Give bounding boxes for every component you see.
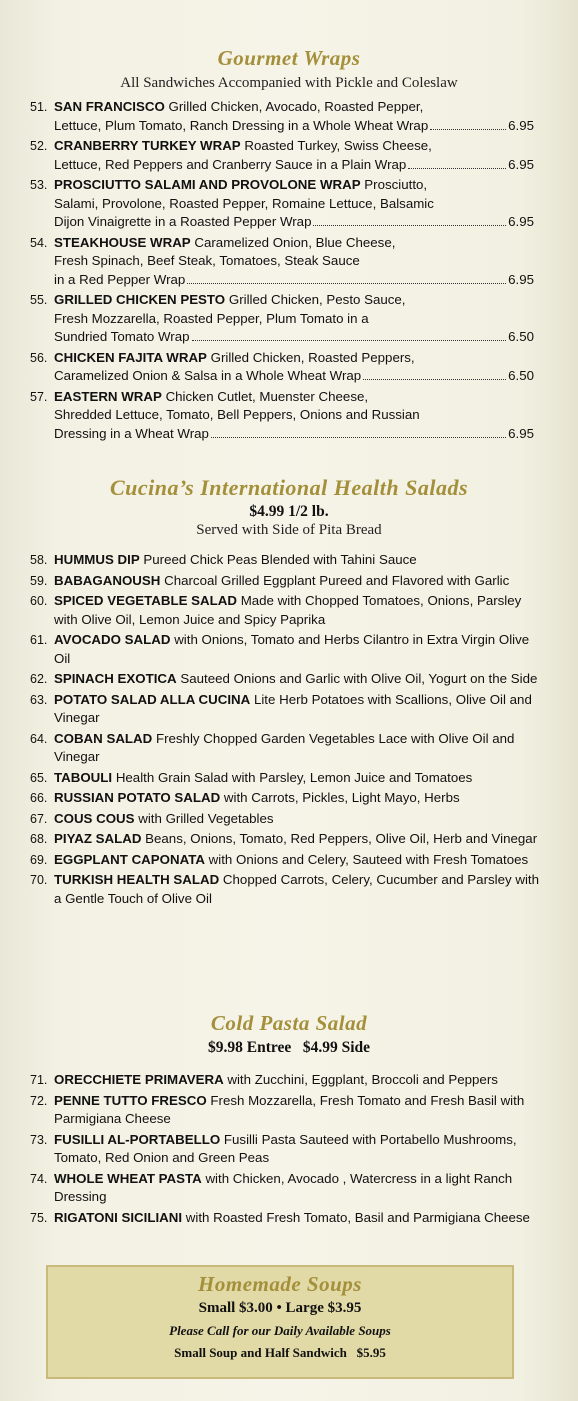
item-number: 61. [30,633,48,647]
item-number: 71. [30,1073,48,1087]
wrap-item [0,234,578,290]
wrap-item [0,176,578,232]
dot-leader [408,168,506,169]
salad-item [0,769,578,788]
item-description: in a Red Pepper Wrap [54,271,186,287]
salad-item [0,691,578,728]
item-description: Sundried Tomato Wrap [54,329,190,344]
item-first-line [54,234,534,253]
item-price-line [54,213,534,232]
item-name: SPICED VEGETABLE SALAD [54,593,237,608]
item-price-line [54,156,534,175]
salads-list [0,551,578,908]
item-price: 6.95 [508,425,534,441]
item-name: RIGATONI SICILIANI [54,1209,183,1225]
salad-item [0,730,578,767]
soups-note: Please Call for our Daily Available Soups [169,1323,391,1338]
item-price-line [54,367,534,386]
item-first-line [54,98,534,117]
item-description: Roasted Turkey, Swiss Cheese, [244,138,432,153]
wraps-subtitle: All Sandwiches Accompanied with Pickle and Coleslaw [120,75,458,91]
item-name: ORECCHIETE PRIMAVERA [54,1072,224,1087]
item-description: Dressing in a Wheat Wrap [54,425,209,441]
dot-leader [430,129,506,130]
salad-item [0,810,578,829]
item-name: COBAN SALAD [54,730,153,746]
item-description: Grilled Chicken, Roasted Peppers, [210,349,415,365]
item-description: Beans, Onions, Tomato, Red Peppers, Olive Oil, Herb and Vinegar [145,831,538,846]
item-number: 51. [30,100,48,114]
soups-box [46,1265,514,1379]
item-name: BABAGANOUSH [54,572,161,588]
wrap-item [0,137,578,174]
pasta-section [0,1011,578,1229]
dot-leader [211,437,506,438]
item-first-line [54,291,534,310]
item-name: PIYAZ SALAD [54,831,142,846]
item-price: 6.95 [508,156,534,172]
item-price-line [54,328,534,347]
item-price: 6.50 [508,368,534,383]
item-number: 54. [30,235,48,250]
pasta-item [0,1170,578,1207]
item-description: Fresh Spinach, Beef Steak, Tomatoes, Steak Sauce [54,253,360,268]
item-name: SPINACH EXOTICA [54,671,177,686]
pasta-item [0,1209,578,1228]
item-number: 66. [30,791,48,805]
item-number: 68. [30,832,48,846]
salad-item [0,871,578,908]
salads-price: $4.99 1/2 lb. [249,503,329,520]
salad-item [0,670,578,689]
pasta-title: Cold Pasta Salad [210,1011,368,1035]
item-name: PENNE TUTTO FRESCO [54,1092,207,1108]
item-description: Pureed Chick Peas Blended with Tahini Sauce [143,552,417,567]
item-price-line [54,271,534,290]
item-description: Lettuce, Plum Tomato, Ranch Dressing in a Whole Wheat Wrap [54,117,429,133]
item-description: with Onions, Tomato and Herbs Cilantro in Extra Virgin Olive Oil [54,632,530,666]
item-description: Freshly Chopped Garden Vegetables Lace with Olive Oil and Vinegar [54,730,515,764]
item-number: 55. [30,293,48,307]
salad-item [0,830,578,849]
salads-subtitle: Served with Side of Pita Bread [196,522,382,538]
item-number: 60. [30,594,48,608]
item-name: RUSSIAN POTATO SALAD [54,790,221,805]
item-first-line [54,349,534,368]
item-description: Fresh Mozzarella, Roasted Pepper, Plum Tomato in a [54,310,369,326]
salad-item [0,631,578,668]
salad-item [0,551,578,570]
item-first-line [54,388,534,407]
item-number: 56. [30,350,48,365]
item-number: 63. [30,692,48,707]
item-description: Made with Chopped Tomatoes, Onions, Parsley with Olive Oil, Lemon Juice and Spicy Paprika [54,593,522,627]
item-number: 53. [30,178,48,192]
item-description: with Zucchini, Eggplant, Broccoli and Peppers [227,1072,498,1087]
item-description: Lite Herb Potatoes with Scallions, Olive Oil and Vinegar [54,691,532,725]
salad-item [0,592,578,629]
item-name: STEAKHOUSE WRAP [54,234,191,250]
item-description: Charcoal Grilled Eggplant Pureed and Flavored with Garlic [164,572,510,588]
wraps-section [0,46,578,445]
item-name: EASTERN WRAP [54,388,162,404]
item-number: 59. [30,573,48,588]
item-number: 69. [30,852,48,867]
item-number: 57. [30,389,48,404]
item-description: Caramelized Onion, Blue Cheese, [194,234,396,250]
item-name: PROSCIUTTO SALAMI AND PROVOLONE WRAP [54,177,361,192]
item-name: CHICKEN FAJITA WRAP [54,349,207,365]
item-name: TABOULI [54,769,113,785]
dot-leader [313,225,506,226]
wraps-title: Gourmet Wraps [217,46,361,70]
item-description: Fusilli Pasta Sauteed with Portabello Mushrooms, Tomato, Red Onion and Green Peas [54,1131,517,1165]
salad-item [0,851,578,870]
dot-leader [192,340,507,341]
item-name: POTATO SALAD ALLA CUCINA [54,691,251,707]
item-name: CRANBERRY TURKEY WRAP [54,138,241,153]
item-number: 58. [30,553,48,567]
item-number: 75. [30,1210,48,1225]
dot-leader [363,379,506,380]
item-price-line [54,117,534,136]
item-name: FUSILLI AL-PORTABELLO [54,1131,221,1147]
salad-item [0,572,578,591]
pasta-item [0,1092,578,1129]
item-description: Sauteed Onions and Garlic with Olive Oil, Yogurt on the Side [180,671,538,686]
item-number: 62. [30,672,48,686]
item-name: SAN FRANCISCO [54,99,165,114]
item-number: 64. [30,731,48,746]
item-description: Fresh Mozzarella, Fresh Tomato and Fresh Basil with Parmigiana Cheese [54,1092,525,1126]
item-description: Grilled Chicken, Pesto Sauce, [228,292,406,307]
item-description: Dijon Vinaigrette in a Roasted Pepper Wrap [54,214,312,229]
item-description: Prosciutto, [364,177,428,192]
item-description: with Onions and Celery, Sauteed with Fresh Tomatoes [208,851,529,867]
wraps-list [0,98,578,443]
item-description: Health Grain Salad with Parsley, Lemon Juice and Tomatoes [115,769,473,785]
item-name: EGGPLANT CAPONATA [54,851,205,867]
pasta-item [0,1071,578,1090]
item-description: Grilled Chicken, Avocado, Roasted Pepper, [168,99,424,114]
wrap-item [0,291,578,347]
item-number: 65. [30,770,48,785]
soups-title: Homemade Soups [198,1272,362,1296]
soups-combo: Small Soup and Half Sandwich $5.95 [174,1345,386,1360]
item-description: Shredded Lettuce, Tomato, Bell Peppers, Onions and Russian [54,407,420,422]
salad-item [0,789,578,808]
soups-sizes: Small $3.00 • Large $3.95 [198,1300,362,1316]
item-name: AVOCADO SALAD [54,632,171,647]
item-number: 74. [30,1171,48,1186]
salads-title: Cucina’s International Health Salads [109,475,469,500]
pasta-price: $9.98 Entree $4.99 Side [207,1039,371,1056]
pasta-list [0,1071,578,1227]
item-description: with Carrots, Pickles, Light Mayo, Herbs [223,790,460,805]
item-description: Caramelized Onion & Salsa in a Whole Wheat Wrap [54,368,362,383]
item-description: Chicken Cutlet, Muenster Cheese, [165,388,369,404]
wrap-item [0,98,578,135]
item-number: 70. [30,873,48,887]
item-first-line [54,176,534,195]
wrap-item [0,388,578,444]
item-number: 73. [30,1132,48,1147]
item-description: with Roasted Fresh Tomato, Basil and Parmigiana Cheese [185,1209,530,1225]
item-name: HUMMUS DIP [54,552,140,567]
item-number: 52. [30,139,48,153]
item-name: COUS COUS [54,810,135,826]
item-name: TURKISH HEALTH SALAD [54,872,220,887]
item-description: Lettuce, Red Peppers and Cranberry Sauce in a Plain Wrap [54,156,407,172]
dot-leader [187,283,506,284]
item-name: WHOLE WHEAT PASTA [54,1170,202,1186]
item-description: Chopped Carrots, Celery, Cucumber and Parsley with a Gentle Touch of Olive Oil [54,872,539,906]
item-description: with Grilled Vegetables [138,810,274,826]
item-price: 6.95 [508,271,534,287]
item-price: 6.50 [508,329,534,344]
item-name: GRILLED CHICKEN PESTO [54,292,226,307]
salads-section [0,476,578,910]
item-first-line [54,137,534,156]
pasta-item [0,1131,578,1168]
item-description: with Chicken, Avocado , Watercress in a light Ranch Dressing [54,1170,513,1204]
wrap-item [0,349,578,386]
item-number: 72. [30,1093,48,1108]
item-description: Salami, Provolone, Roasted Pepper, Romaine Lettuce, Balsamic [54,195,434,211]
item-number: 67. [30,811,48,826]
item-price: 6.95 [508,117,534,133]
item-price-line [54,425,534,444]
item-price: 6.95 [508,214,534,229]
